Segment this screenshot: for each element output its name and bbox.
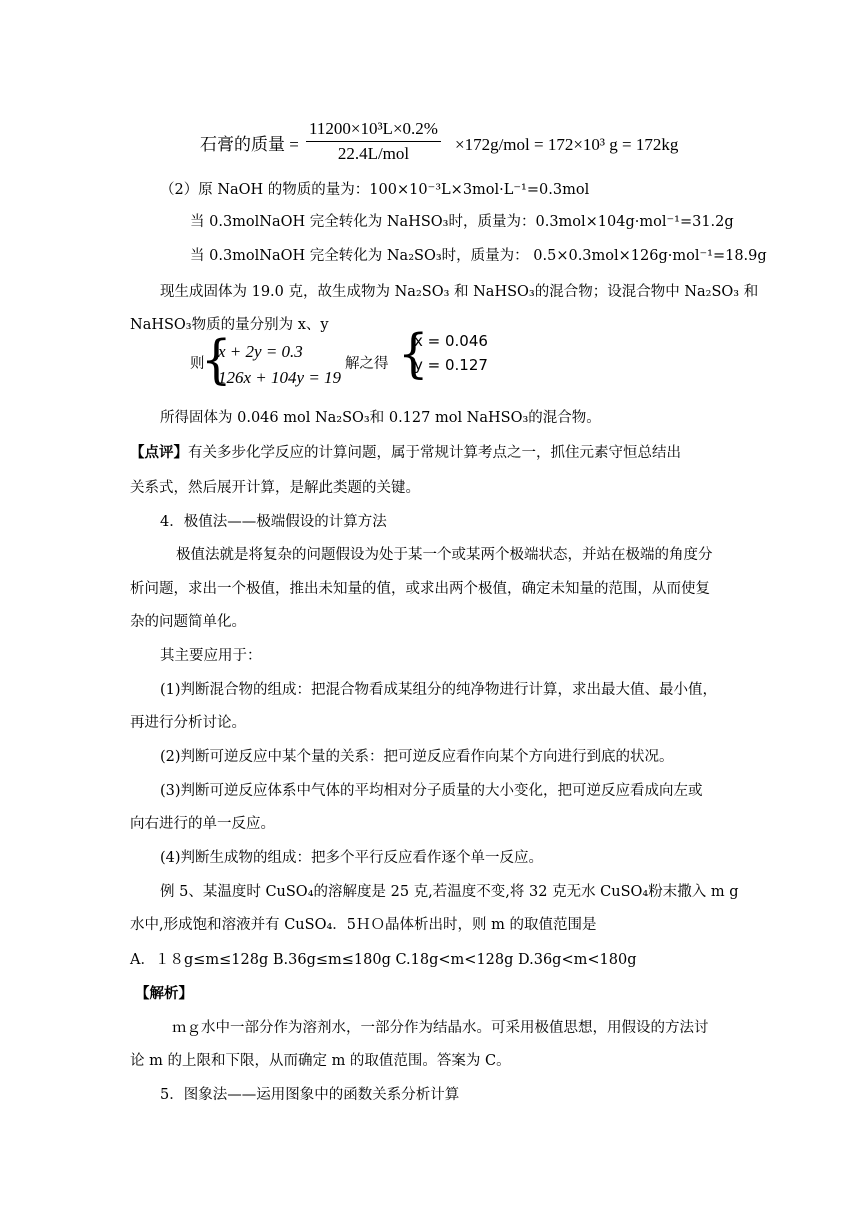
part2-line1: （2）原 NaOH 的物质的量为：100×10⁻³L×3mol·L⁻¹=0.3mol bbox=[160, 182, 590, 198]
solution-1: x = 0.046 bbox=[414, 332, 488, 350]
jie-label: 解之得 bbox=[345, 356, 389, 372]
formula-numerator: 11200×10³L×0.2% bbox=[306, 118, 441, 142]
solution-brace: { bbox=[398, 323, 429, 385]
section4-item4: (4)判断生成物的组成：把多个平行反应看作逐个单一反应。 bbox=[160, 850, 544, 866]
comment-text1: 有关多步化学反应的计算问题，属于常规计算考点之一，抓住元素守恒总结出 bbox=[188, 445, 681, 461]
part2-line3: 当 0.3molNaOH 完全转化为 Na₂SO₃时，质量为： 0.5×0.3mol×126g·mol⁻¹=18.9g bbox=[190, 248, 767, 264]
formula-denominator: 22.4L/mol bbox=[337, 144, 410, 163]
section4-item3-line2: 向右进行的单一反应。 bbox=[130, 816, 275, 832]
formula-fraction bbox=[306, 118, 441, 165]
left-brace: { bbox=[201, 329, 232, 391]
section4-p1-line3: 杂的问题简单化。 bbox=[130, 614, 246, 630]
equation-1: x + 2y = 0.3 bbox=[218, 342, 303, 361]
section5-heading: 5．图象法——运用图象中的函数关系分析计算 bbox=[160, 1087, 460, 1103]
section4-p1-line2: 析问题，求出一个极值，推出未知量的值，或求出两个极值，确定未知量的范围，从而使复 bbox=[130, 581, 710, 597]
formula-lhs: 石膏的质量 = bbox=[200, 135, 299, 154]
comment-line1 bbox=[130, 443, 681, 463]
comment-label: 【点评】 bbox=[130, 444, 188, 461]
jiexi-label: 【解析】 bbox=[135, 985, 193, 1002]
analysis-line2: 论 m 的上限和下限，从而确定 m 的取值范围。答案为 C。 bbox=[130, 1053, 511, 1069]
section4-item2: (2)判断可逆反应中某个量的关系：把可逆反应看作向某个方向进行到底的状况。 bbox=[160, 749, 674, 765]
part2-line2: 当 0.3molNaOH 完全转化为 NaHSO₃时，质量为：0.3mol×104g·mol⁻¹=31.2g bbox=[190, 214, 734, 230]
example5-line2: 水中,形成饱和溶液并有 CuSO₄．5ＨＯ晶体析出时，则 m 的取值范围是 bbox=[130, 917, 597, 933]
section4-p1-line1: 极值法就是将复杂的问题假设为处于某一个或某两个极端状态，并站在极端的角度分 bbox=[176, 547, 713, 563]
section4-item1-line2: 再进行分析讨论。 bbox=[130, 715, 246, 731]
equation-2: 126x + 104y = 19 bbox=[218, 368, 342, 387]
formula-rhs: ×172g/mol = 172×10³ g = 172kg bbox=[455, 135, 679, 154]
section4-heading: 4．极值法——极端假设的计算方法 bbox=[160, 514, 387, 530]
analysis-line1: ｍｇ水中一部分作为溶剂水，一部分作为结晶水。可采用极值思想，用假设的方法讨 bbox=[172, 1020, 709, 1036]
section4-p2: 其主要应用于： bbox=[160, 648, 262, 664]
solution-2: y = 0.127 bbox=[414, 356, 488, 374]
example5-options: A．１８g≤m≤128g B.36g≤m≤180g C.18g<m<128g D.36g<m<180g bbox=[130, 952, 637, 968]
example5-line1: 例 5、某温度时 CuSO₄的溶解度是 25 克,若温度不变,将 32 克无水 CuSO₄粉末撒入 m g bbox=[160, 884, 739, 900]
section4-item3-line1: (3)判断可逆反应体系中气体的平均相对分子质量的大小变化，把可逆反应看成向左或 bbox=[160, 783, 703, 799]
ze-label: 则 bbox=[190, 356, 205, 372]
section4-item1-line1: (1)判断混合物的组成：把混合物看成某组分的纯净物进行计算，求出最大值、最小值， bbox=[160, 682, 718, 698]
part2-line5: NaHSO₃物质的量分别为 x、y bbox=[130, 317, 329, 333]
part2-result: 所得固体为 0.046 mol Na₂SO₃和 0.127 mol NaHSO₃的混合物。 bbox=[160, 410, 601, 426]
comment-line2: 关系式，然后展开计算，是解此类题的关键。 bbox=[130, 480, 420, 496]
part2-line4: 现生成固体为 19.0 克，故生成物为 Na₂SO₃ 和 NaHSO₃的混合物；设混合物中 Na₂SO₃ 和 bbox=[160, 284, 759, 300]
